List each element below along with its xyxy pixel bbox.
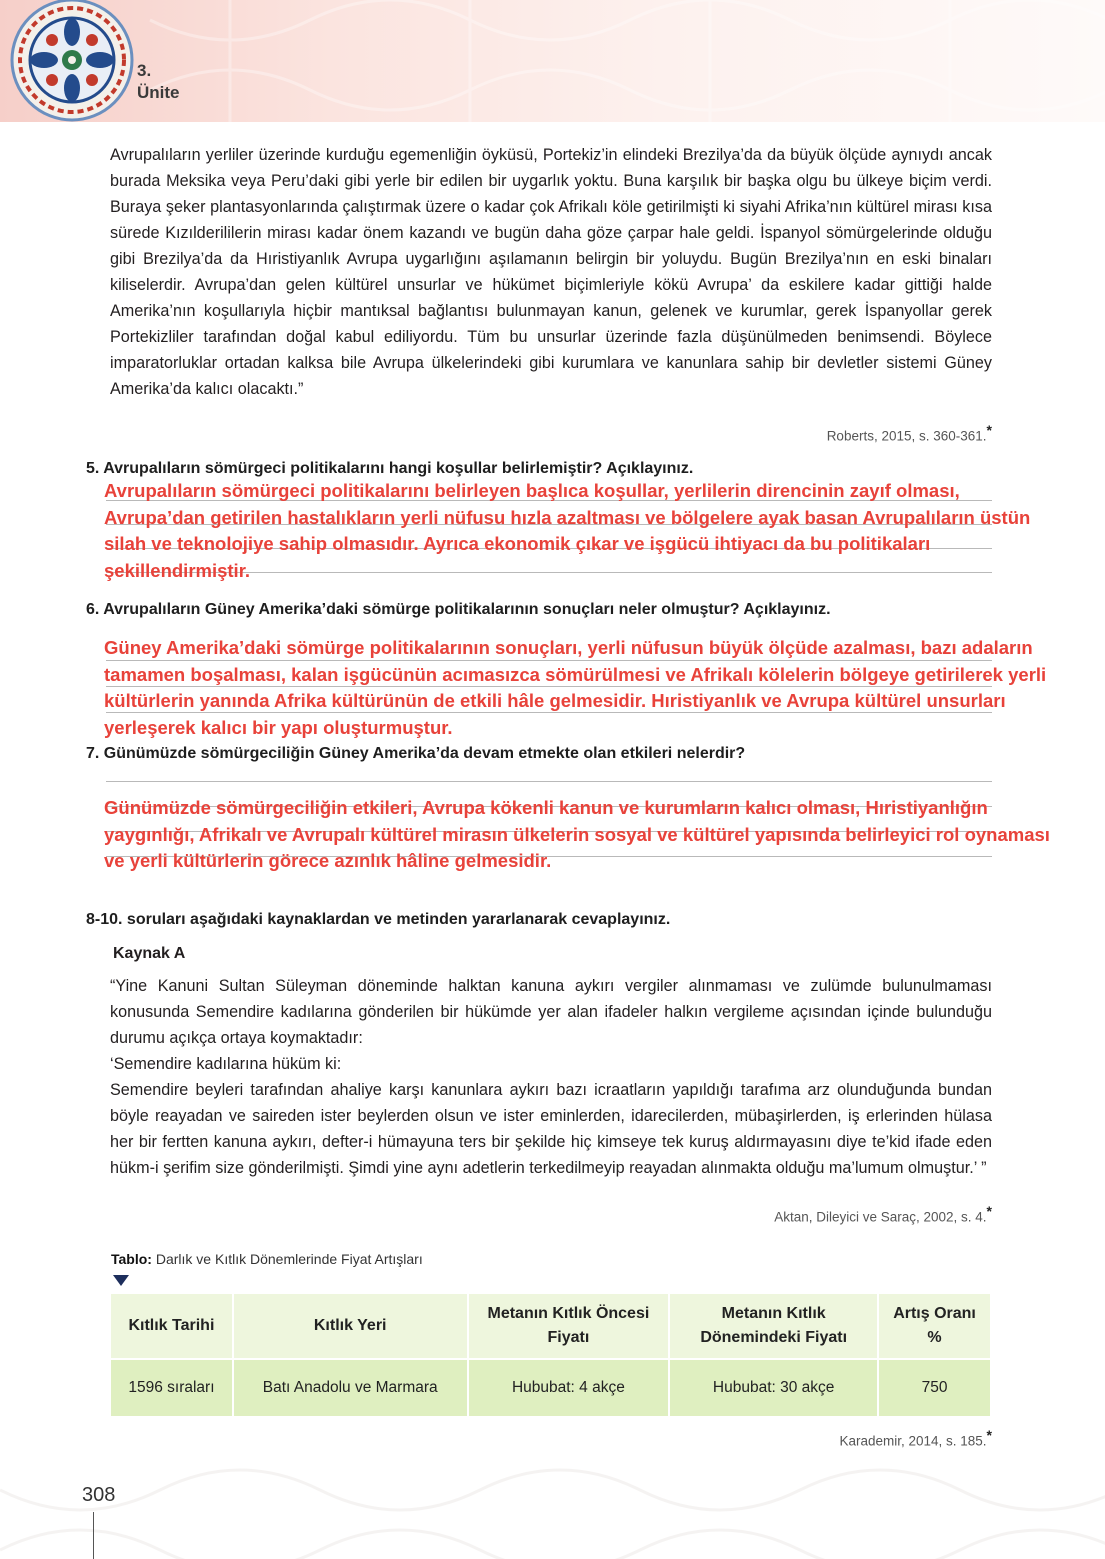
unit-label xyxy=(137,60,180,104)
answer-7: Günümüzde sömürgeciliğin etkileri, Avrupa kökenli kanun ve kurumların kalıcı olması, Hıristiyanlığın yaygınlığı, Afrikalı ve Avrupalı kültürel mirasın ülkelerin sosyal ve kültürel yapısında belirleyici rol oynaması ve yerli kültürlerin görece azınlık hâline gelmesidir. xyxy=(104,797,1050,871)
kaynak-a-paragraph-1: “Yine Kanuni Sultan Süleyman döneminde halktan kanuna aykırı vergiler alınmaması ve zulümde bulunulmaması konusunda Semendire kadılarına gönderilen bir hükümde yer alan ifadeler halkın vergileme açısından içinde bulunduğu durumu açıkça ortaya koymaktadır: xyxy=(110,977,992,1047)
unit-word: Ünite xyxy=(137,83,180,102)
arrow-down-icon xyxy=(113,1275,129,1286)
answer-line xyxy=(106,781,992,782)
question-5: 5. Avrupalıların sömürgeci politikalarını hangi koşullar belirlemiştir? Açıklayınız. xyxy=(86,460,694,477)
answer-6: Güney Amerika’daki sömürge politikalarının sonuçları, yerli nüfusun büyük ölçüde azalması, bazı adaların tamamen boşalması, kalan işgücünün acımasızca sömürülmesi ve Afrikalı kölelerin bölgeye getirilerek yerli kültürlerin yanında Afrika kültürünün de etkili hâle gelmesidir. Hıristiyanlık ve Avrupa kültürel unsurları yerleşerek kalıcı bir yapı oluşturmuştur. xyxy=(104,637,1047,738)
price-table xyxy=(111,1294,992,1416)
ceramic-tile-logo xyxy=(10,0,134,122)
question-6: 6. Avrupalıların Güney Amerika’daki sömürge politikalarının sonuçları neler olmuştur? Açıklayınız. xyxy=(86,601,831,618)
source-aktan: Aktan, Dileyici ve Saraç, 2002, s. 4.* xyxy=(774,1203,992,1225)
kaynak-a-heading: Kaynak A xyxy=(113,945,186,962)
page-margin-line xyxy=(93,1512,94,1559)
table-header-cell: Kıtlık Yeri xyxy=(233,1294,468,1359)
table-cell: 1596 sıraları xyxy=(111,1359,233,1416)
page-number: 308 xyxy=(82,1484,116,1506)
table-header-cell: Metanın Kıtlık Dönemindeki Fiyatı xyxy=(669,1294,878,1359)
instruction-8-10: 8-10. soruları aşağıdaki kaynaklardan ve metinden yararlanarak cevaplayınız. xyxy=(86,911,671,928)
table-header-row xyxy=(111,1294,991,1359)
source-karademir: Karademir, 2014, s. 185.* xyxy=(839,1427,992,1449)
unit-number: 3. xyxy=(137,61,152,80)
kaynak-a-paragraph-2: ‘Semendire kadılarına hüküm ki: xyxy=(110,1055,342,1073)
question-7: 7. Günümüzde sömürgeciliğin Güney Amerika’da devam etmekte olan etkileri nelerdir? xyxy=(86,745,746,762)
source-roberts: Roberts, 2015, s. 360-361.* xyxy=(826,422,992,444)
table-header-cell: Metanın Kıtlık Öncesi Fiyatı xyxy=(468,1294,670,1359)
kaynak-a-text xyxy=(110,973,992,1181)
footer-pattern xyxy=(0,1460,1105,1559)
kaynak-a-paragraph-3: Semendire beyleri tarafından ahaliye karşı kanunlara aykırı bazı icraatların yapıldığı tarafıma arz olunduğunda bundan böyle reayadan ve saireden ister beylerden olsun ve ister eminlerden, idarecilerden, mübaşirlerden, iş erlerinden hülasa her bir fertten kanuna aykırı, defter-i hümayuna ters bir şekilde hiç kimseye tek kuruş aldırmayasını diye te’kid ifade eden hükm-i şerifim size gönderilmişti. Şimdi yine aynı adetlerin terkedilmeyip reayadan alınmakta olduğu ma’lumum olmuştur.’ ” xyxy=(110,1081,992,1177)
table-header-cell: Artış Oranı % xyxy=(878,1294,991,1359)
table-header-cell: Kıtlık Tarihi xyxy=(111,1294,233,1359)
table-title: Tablo: Darlık ve Kıtlık Dönemlerinde Fiyat Artışları xyxy=(111,1251,423,1267)
table-cell: Hububat: 30 akçe xyxy=(669,1359,878,1416)
table-row xyxy=(111,1359,991,1416)
answer-5: Avrupalıların sömürgeci politikalarını belirleyen başlıca koşullar, yerlilerin direncinin zayıf olması, Avrupa’dan getirilen hastalıkların yerli nüfusu hızla azaltması ve bölgelere ayak basan Avrupalıların üstün silah ve teknolojiye sahip olmasıdır. Ayrıca ekonomik çıkar ve işgücü ihtiyacı da bu politikaları şekillendirmiştir. xyxy=(104,480,1031,581)
table-cell: Batı Anadolu ve Marmara xyxy=(233,1359,468,1416)
table-cell: 750 xyxy=(878,1359,991,1416)
intro-paragraph: Avrupalıların yerliler üzerinde kurduğu egemenliğin öyküsü, Portekiz’in elindeki Brezilya’da da büyük ölçüde aynıydı ancak burada Meksika veya Peru’daki gibi yerle bir edilen bir uygarlık yoktu. Buna karşılık bir başka olgu bu ülkeye biçim verdi. Buraya şeker plantasyonlarında çalıştırmak üzere o kadar çok Afrikalı köle getirilmişti ki siyahi Afrika’nın kültürel mirası kısa sürede Kızılderililerin mirası kadar önem kazandı ve bugün daha göze çarpar hale geldi. İspanyol sömürgelerinde olduğu gibi Brezilya’da da Hıristiyanlık Avrupa uygarlığını aşılamanın belirgin bir yoluydu. Bugün Brezilya’nın en eski binaları kiliselerdir. Avrupa’dan gelen kültürel unsurlar ve hükümet biçimleriyle kökü Avrupa’ da eskilere kadar gittiği halde Amerika’nın koşullarıyla hiçbir mantıksal bağlantısı bulunmayan kanun, gelenek ve kurumlar, gerek İspanyollar gerek Portekizliler tarafından doğal kabul ediliyordu. Tüm bu unsurlar üzerinde fazla düşünülmeden benimsendi. Böylece imparatorluklar ortadan kalksa bile Avrupa ülkelerindeki gibi kurumlara ve kanunlara sahip bir devletler sistemi Güney Amerika’da kalıcı olacaktı.” xyxy=(110,146,992,398)
table-cell: Hububat: 4 akçe xyxy=(468,1359,670,1416)
